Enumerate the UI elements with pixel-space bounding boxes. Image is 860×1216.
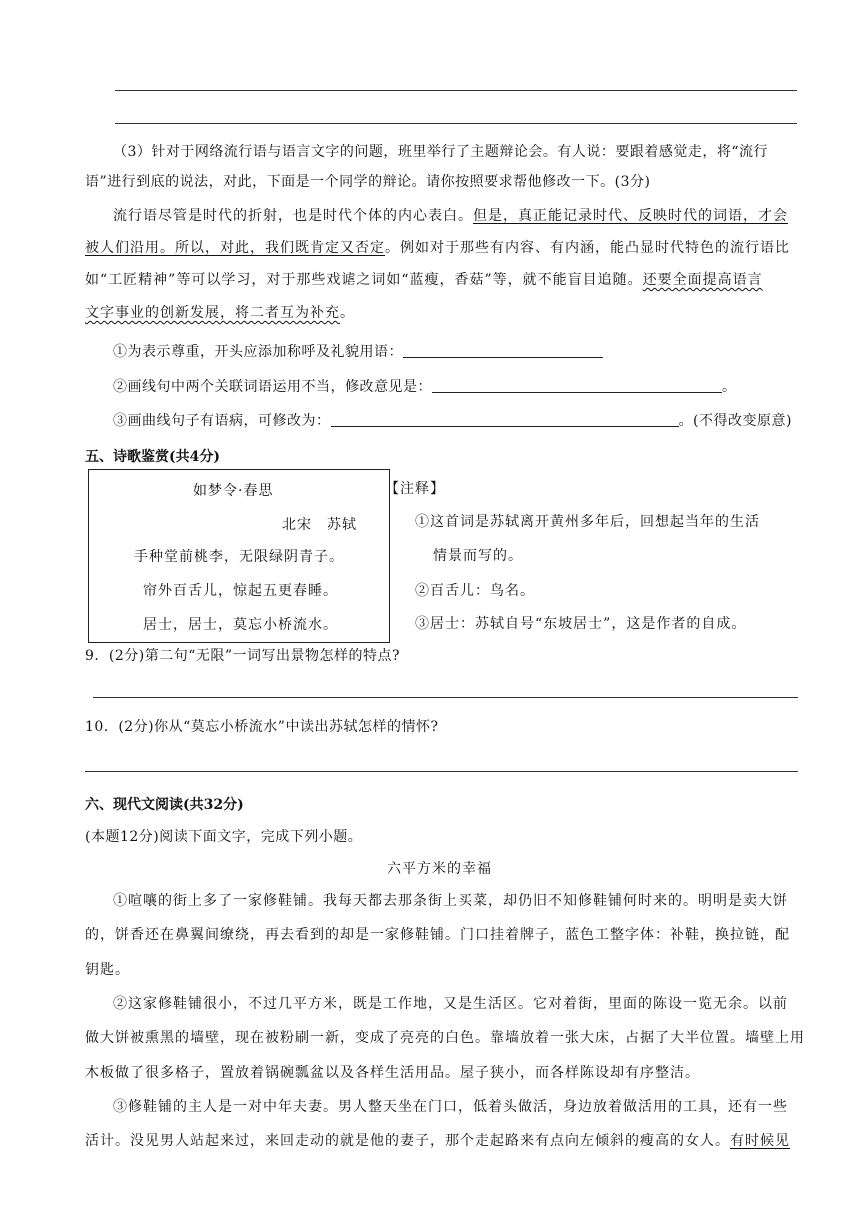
answer-blank[interactable] [331,412,679,427]
q3-sub1 [113,342,603,362]
answer-line[interactable] [93,697,798,698]
wavy-underlined-sentence: 还要全面提高语言 [642,272,763,288]
passage-text: 流行语尽管是时代的折射，也是时代个体的内心表白。 [113,208,473,224]
passage-text: 。例如对于那些有内容、有内涵，能凸显时代特色的流行语比 [385,240,790,256]
answer-line [115,123,797,124]
sub-question-text: ①为表示尊重，开头应添加称呼及礼貌用语： [113,344,403,360]
poem-line: 手种堂前桃李，无限绿阴青子。 [134,549,344,565]
underlined-sentence: 有时候见 [730,1133,790,1149]
paragraph-line [85,1131,790,1151]
wavy-underlined-sentence: 文字事业的创新发展，将二者互为补充 [85,305,340,321]
underlined-sentence: 被人们沿用。所以，对此，我们既肯定又否定 [85,240,385,256]
paragraph-line: ②这家修鞋铺很小，不过几平方米，既是工作地，又是生活区。它对着街，里面的陈设一览无余。以前 [113,996,788,1012]
q3-sub2 [113,377,737,397]
underlined-sentence: 但是，真正能记录时代、反映时代的词语，才会 [473,208,788,224]
passage-line [85,270,763,290]
q3-intro-line: 语”进行到底的说法，对此，下面是一个同学的辩论。请你按照要求帮他修改一下。(3分) [85,174,651,190]
note-item: ②百舌儿：鸟名。 [415,583,535,599]
poem-line: 帘外百舌儿，惊起五更春睡。 [143,583,338,599]
note-item: 情景而写的。 [433,548,523,564]
paragraph-line: 做大饼被熏黑的墙壁，现在被粉刷一新，变成了亮亮的白色。靠墙放着一张大床，占据了大半位置。墙壁上用 [85,1030,805,1046]
passage-text: 。 [340,305,355,321]
q3-sub3 [113,411,792,431]
paragraph-text: 活计。没见男人站起来过，来回走动的就是他的妻子，那个走起路来有点向左倾斜的瘦高的女人。 [85,1133,730,1149]
period: 。 [722,379,737,395]
note-item: ①这首词是苏轼离开黄州多年后，回想起当年的生活 [415,514,760,530]
sub-question-text: ②画线句中两个关联词语运用不当，修改意见是： [113,379,432,395]
paragraph-line: 木板做了很多格子，置放着锅碗瓢盆以及各样生活用品。屋子狭小，而各样陈设却有序整洁。 [85,1065,700,1081]
passage-line [85,238,790,258]
poem-title: 如梦令·春思 [193,483,274,499]
paragraph-line: ①喧嚷的街上多了一家修鞋铺。我每天都去那条街上买菜，却仍旧不知修鞋铺何时来的。明明是卖大饼 [113,893,788,909]
answer-blank[interactable] [403,343,603,358]
section-heading: 五、诗歌鉴赏(共4分) [85,449,220,465]
paragraph-line: ③修鞋铺的主人是一对中年夫妻。男人整天坐在门口，低着头做活，身边放着做活用的工具，还有一些 [113,1099,788,1115]
question-9: 9．(2分)第二句“无限”一词写出景物怎样的特点? [85,648,401,664]
poem-line: 居士，居士，莫忘小桥流水。 [143,617,338,633]
notes-label: 【注释】 [385,481,445,497]
passage-line [85,303,355,323]
sub-question-text: ③画曲线句子有语病，可修改为： [113,413,331,429]
passage-text: 如“工匠精神”等可以学习，对于那些戏谑之词如“蓝瘦，香菇”等，就不能盲目追随。 [85,272,643,288]
article-title: 六平方米的幸福 [387,861,492,877]
section-heading: 六、现代文阅读(共32分) [85,797,244,813]
note-item: ③居士：苏轼自号“东坡居士”，这是作者的自成。 [415,616,747,632]
answer-line[interactable] [85,771,798,772]
answer-line [115,90,797,91]
answer-blank[interactable] [432,378,722,393]
q3-intro-line: （3）针对于网络流行语与语言文字的问题，班里举行了主题辩论会。有人说：要跟着感觉走，将“流行 [113,144,769,160]
paragraph-line: 的，饼香还在鼻翼间缭绕，再去看到的却是一家修鞋铺。门口挂着牌子，蓝色工整字体：补鞋，换拉链，配 [85,927,790,943]
paragraph-line: 钥匙。 [85,962,130,978]
poem-author: 北宋 苏轼 [282,517,357,533]
passage-line [113,206,788,226]
instruction-note: 。(不得改变原意) [678,413,792,429]
reading-intro: (本题12分)阅读下面文字，完成下列小题。 [85,829,363,845]
question-10: 10．(2分)你从“莫忘小桥流水”中读出苏轼怎样的情怀? [85,719,439,735]
